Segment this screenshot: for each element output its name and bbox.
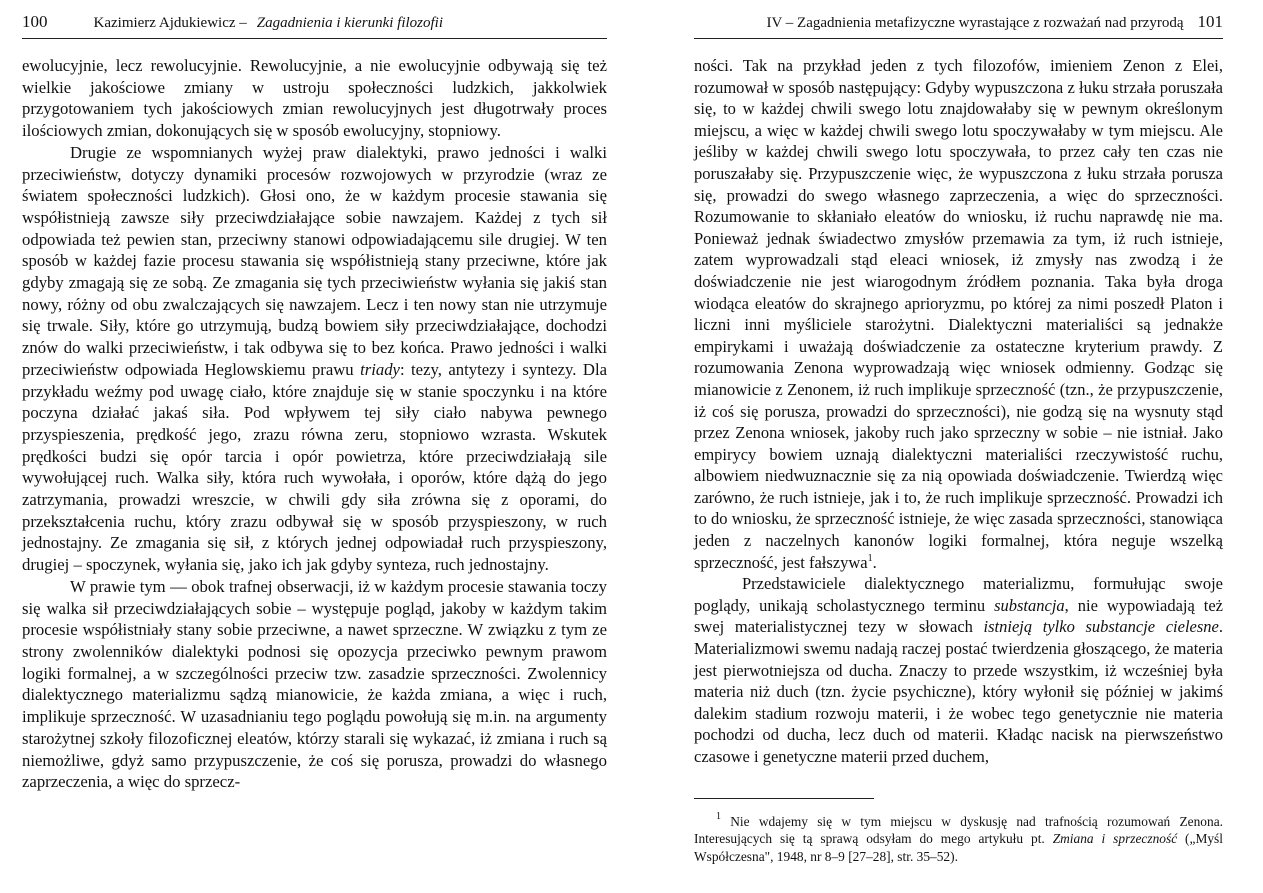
text-run: („Myśl Współczesna", 1948, nr 8–9 [27–28], str. 35–52).	[694, 831, 1223, 864]
text-run: Przedstawiciele dialektycznego materializmu, formułując swoje poglądy, unikają scholastycznego terminu	[694, 574, 1223, 615]
italic-term: substancja	[994, 595, 1065, 615]
text-run: ności. Tak na przykład jeden z tych filozofów, imieniem Zenon z Elei, rozumował w sposób następujący: Gdyby wypuszczona z łuku strzała poruszała się, to w każdej chwili swego lotu znajdowałaby się w pewnym określonym miejscu, a więc w każdej chwili swego lotu spoczywałaby w tym miejscu. Ale jeśliby w każdej chwili swego lotu spoczywała, to przez cały ten czas nie poruszałaby się. Przypuszczenie więc, że wypuszczona z łuku strzała porusza się, prowadzi do swego własnego zaprzeczenia, a więc do sprzeczności. Rozumowanie to skłaniało eleatów do wniosku, iż ruchu naprawdę nie ma. Ponieważ jednak świadectwo zmysłów przemawia za tym, iż ruch istnieje, zatem wyprowadzali stąd eleaci wniosek, iż zmysły nas zwodzą i że doświadczenie nie jest wiarogodnym źródłem poznania. Taka była droga wiodąca eleatów do skrajnego aprioryzmu, po której za nimi poszedł Platon i liczni inni myśliciele starożytni. Dialektyczni materialiści są jednakże empirykami i uważają doświadczenie za ostateczne kryterium prawdy. Z rozumowania Zenona wyprowadzają więc wniosek odmienny. Godząc się mianowicie z Zenonem, iż ruch implikuje sprzeczność (tzn., że przypuszczenie, iż coś się porusza, prowadzi do sprzeczności), nie godzą się na wysnuty stąd przez Zenona wniosek, jakoby ruch jako sprzeczny w sobie – nie istniał. Jako empirycy bowiem uznają dialektyczni materialiści rzeczywistość ruchu, albowiem niedwuznacznie się za nią opowiada doświadczenie. Twierdzą więc zarówno, że ruch istnieje, jak i to, że ruch implikuje sprzeczność. Prowadzi ich to do wniosku, że sprzeczność istnieje, że więc zasada sprzeczności, stanowiąca jeden z naczelnych kanonów logiki formalnej, która neguje wszelką sprzeczność, jest fałszywa	[694, 56, 1223, 572]
right-body-text	[694, 55, 1223, 768]
paragraph	[22, 576, 607, 793]
text-run: Drugie ze wspomnianych wyżej praw dialektyki, prawo jedności i walki przeciwieństw, dotyczy dynamiki procesów rozwojowych w przyrodzie (wraz ze światem społeczności ludzkich). Głosi ono, że w każdym procesie stawania się współistnieją zawsze siły przeciwdziałające sobie nawzajem. Każdej z tych sił odpowiada też pewien stan, przeciwny stanowi odpowiadającemu sile drugiej. W ten sposób w każdej fazie procesu stawania się współistnieją stany przeciwne, które jak gdyby zmagają się ze sobą. Ze zmagania się tych przeciwieństw wyłania się jakiś stan nowy, różny od obu zwalczających się nawzajem. Lecz i ten nowy stan nie utrzymuje się trwale. Siły, które go utrzymują, budzą bowiem siły przeciwdziałające, dochodzi znów do walki przeciwieństw, i tak odbywa się to bez końca. Prawo jedności i walki przeciwieństw odpowiada Heglowskiemu prawu	[22, 142, 607, 379]
paragraph	[694, 573, 1223, 767]
running-head-left	[22, 12, 607, 39]
footnote-marker: 1	[867, 552, 873, 564]
italic-term: triady	[360, 359, 400, 379]
footnotes	[694, 810, 1223, 866]
page-number: 100	[22, 12, 48, 31]
running-head-book-title: Zagadnienia i kierunki filozofii	[256, 15, 444, 31]
text-run: W prawie tym — obok trafnej obserwacji, iż w każdym procesie stawania toczy się walka sił przeciwdziałających sobie – występuje pogląd, jakoby w każdym takim procesie współistniały stany sobie przeciwne, a nawet sprzeczne. W związku z tym ze strony zwolenników dialektyki podnosi się opozycja przeciwko pewnym prawom logiki formalnej, a w szczególności przeciw tzw. zasadzie sprzeczności. Zwolennicy dialektycznego materializmu sądzą mianowicie, że każda zmiana, a więc i ruch, implikuje sprzeczność. W uzasadnianiu tego poglądu powołują się m.in. na argumenty starożytnej szkoły filozoficznej eleatów, którzy starali się wykazać, iż zmiana i ruch są niemożliwe, gdyż samo przypuszczenie, że coś się porusza, prowadzi do własnego zaprzeczenia, a więc do sprzecz-	[22, 576, 607, 792]
right-page	[694, 12, 1223, 865]
text-run: : tezy, antytezy i syntezy. Dla przykładu weźmy pod uwagę ciało, które znajduje się w stanie spoczynku i na które poczyna działać jakaś siła. Pod wpływem tej siły ciało nabywa pewnego przyspieszenia, prędkość jego, zrazu równa zeru, stopniowo wzrasta. Wskutek prędkości budzi się opór tarcia i opór powietrza, które przeciwdziałają sile wywołującej ruch. Walka siły, która ruch wywołała, i oporów, które dążą do jego zatrzymania, prowadzi wreszcie, w chwili gdy siła zrówna się z oporami, do przekształcenia ruchu, który zrazu odbywał się w sposób przyspieszony, w ruch jednostajny. Ze zmagania się sił, z których jednej odpowiadał ruch przyspieszony, drugiej – spoczynek, wyłania się, jako ich jak gdyby synteza, ruch jednostajny.	[22, 359, 607, 575]
left-body-text	[22, 55, 607, 793]
text-run: Nie wdajemy się w tym miejscu w dyskusję nad trafnością rozumowań Zenona. Interesujących się tą sprawą odsyłam do mego artykułu pt.	[694, 813, 1223, 847]
text-run: .	[872, 552, 877, 572]
text-run: ewolucyjnie, lecz rewolucyjnie. Rewolucyjnie, a nie ewolucyjnie odbywają się też wielkie jakościowe zmiany w ustroju społeczności ludzkich, jakkolwiek przygotowaniem tych jakościowych zmian rewolucyjnych jest długotrwały proces ilościowych zmian, dokonujących się w sposób ewolucyjny, stopniowy.	[22, 56, 607, 141]
running-head-right	[694, 12, 1223, 39]
footnote	[694, 810, 1223, 866]
page-number: 101	[1197, 12, 1223, 31]
footnote-marker: 1	[716, 810, 721, 822]
paragraph	[22, 55, 607, 142]
footnote-divider	[694, 798, 874, 799]
text-run: . Materializmowi swemu nadają raczej postać twierdzenia głoszącego, że materia jest pierwotniejsza od ducha. Znaczy to przede wszystkim, iż wcześniej była materia niż duch (tzn. życie psychiczne), który wyłonił się później w jakimś dalekim stadium rozwoju materii, i że wobec tego genetycznie nie materia pochodzi od ducha, lecz duch od materii. Kładąc nacisk na pierwszeństwo czasowe i genetyczne materii przed duchem,	[694, 617, 1223, 766]
running-head-chapter-title: IV – Zagadnienia metafizyczne wyrastające z rozważań nad przyrodą	[766, 15, 1184, 31]
paragraph	[22, 142, 607, 576]
running-head-author: Kazimierz Ajdukiewicz –	[93, 15, 247, 31]
italic-term: Zmiana i sprzeczność	[1052, 831, 1178, 847]
text-run: , nie wypowiadają też swej materialistycznej tezy w słowach	[694, 595, 1224, 637]
italic-term: istnieją tylko substancje cielesne	[983, 617, 1219, 637]
left-page	[22, 12, 607, 793]
paragraph	[694, 55, 1223, 573]
